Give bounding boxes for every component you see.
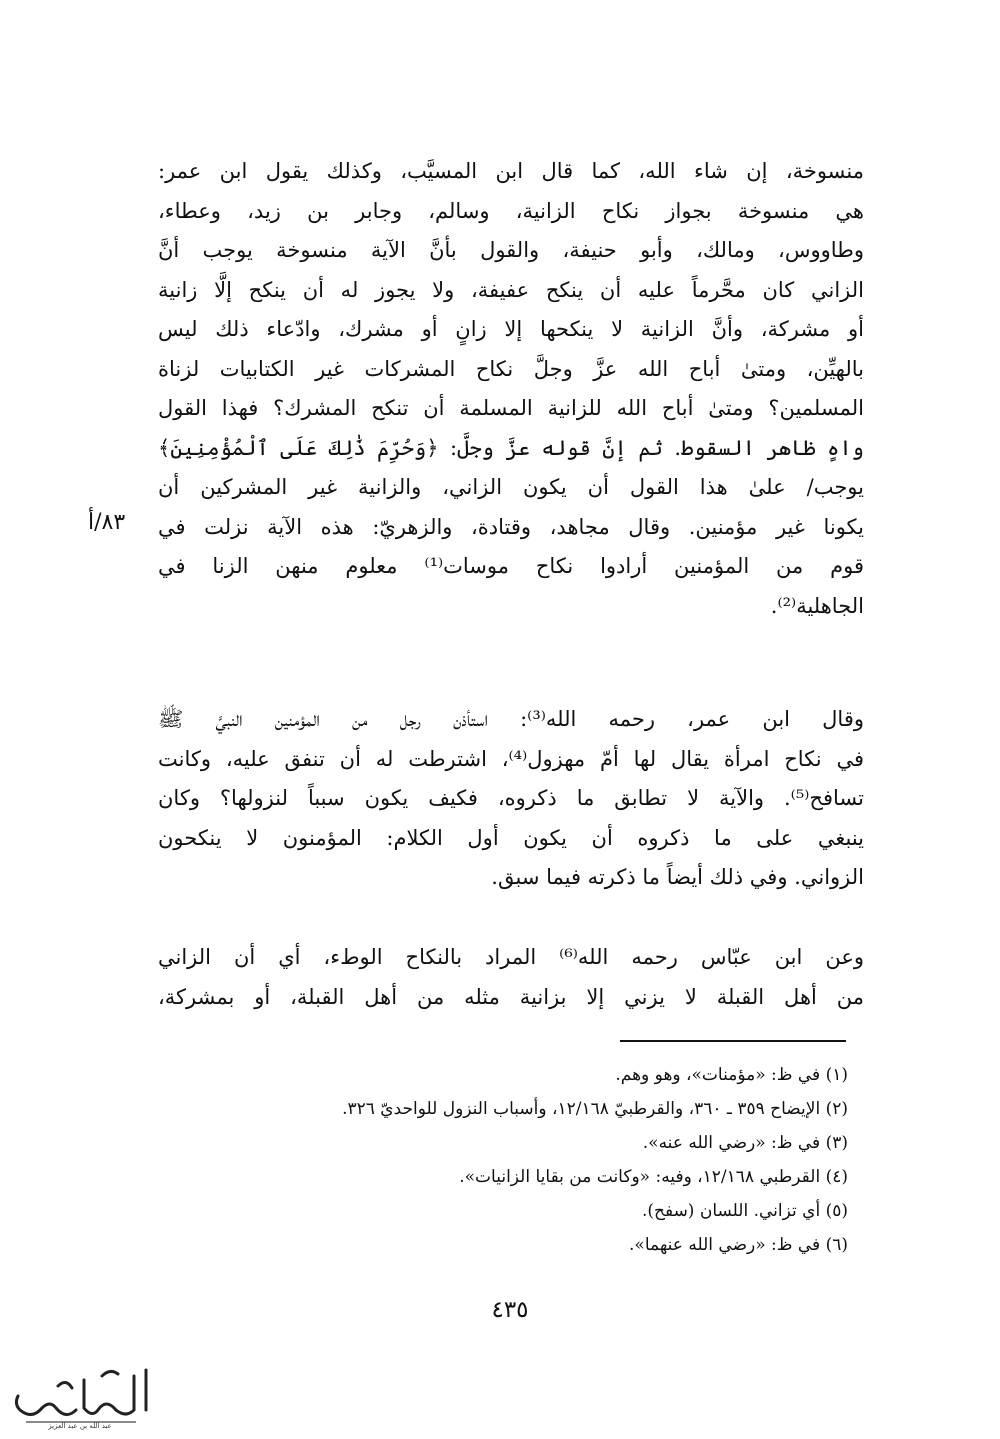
text-line: يكونا غير مؤمنين. وقال مجاهد، وقتادة، والزهريّ: هذه الآية نزلت في [158,514,864,539]
paragraph-2 [158,700,864,898]
text-line: وعن ابن عبّاس رحمه الله⁽⁶⁾ المراد بالنكاح الوطء، أي أن الزاني [158,945,864,969]
footnotes [180,1058,848,1262]
text-line: المسلمين؟ ومتىٰ أباح الله للزانية المسلمة أن تنكح المشرك؟ فهذا القول [158,396,864,420]
text-line: وطاووس، ومالك، وأبو حنيفة، والقول بأنَّ الآية منسوخة يوجب أنَّ [158,238,864,262]
svg-text:عبد الله بن عبد العزيز: عبد الله بن عبد العزيز [48,1422,112,1430]
text-line: في نكاح امرأة يقال لها أمّ مهزول⁽⁴⁾، اشترطت له أن تنفق عليه، وكانت [158,746,864,771]
page-number: ٤٣٥ [491,1297,529,1323]
quran-verse-line: واهٍ ظاهر السقوط. ثم إنَّ قوله عزَّ وجلَّ: ﴿وَحُرِّمَ ذَٰلِكَ عَلَى ٱلْمُؤْمِنِينَ﴾ [158,435,864,460]
footnote: (٦) في ظ: «رضي الله عنهما». [629,1235,848,1255]
footnote: (٤) القرطبي ١٢/١٦٨، وفيه: «وكانت من بقايا الزانيات». [459,1167,848,1187]
footnote-separator [620,1040,846,1042]
text-line: ينبغي على ما ذكروه أن يكون أول الكلام: المؤمنون لا ينكحون [158,825,864,850]
text-line: قوم من المؤمنين أرادوا نكاح موسات⁽¹⁾ معلوم منهن الزنا في [158,554,864,578]
text-line: الزواني. وفي ذلك أيضاً ما ذكرته فيما سبق. [491,865,864,889]
text-line: منسوخة، إن شاء الله، كما قال ابن المسيَّب، وكذلك يقول ابن عمر: [158,159,864,183]
footnote: (١) في ظ: «مؤمنات»، وهو وهم. [615,1065,848,1085]
text-line: أو مشركة، وأنَّ الزانية لا ينكحها إلا زانٍ أو مشرك، وادّعاء ذلك ليس [158,317,864,341]
footnote: (٣) في ظ: «رضي الله عنه». [642,1133,848,1153]
text-line: يوجب/ علىٰ هذا القول أن يكون الزاني، والزانية غير المشركين أن [158,475,864,499]
footnote: (٥) أي تزاني. اللسان (سفح). [641,1201,848,1221]
text-line: هي منسوخة بجواز نكاح الزانية، وسالم، وجابر بن زيد، وعطاء، [158,198,864,223]
text-line: بالهيِّن، ومتىٰ أباح الله عزَّ وجلَّ نكاح المشركات غير الكتابيات لزناة [158,356,864,381]
paragraph-1 [158,152,864,626]
text-line: وقال ابن عمر، رحمه الله⁽³⁾: استأذن رجل من المؤمنين النبيَّ ﷺ [158,707,864,731]
text-line: الجاهلية⁽²⁾. [770,593,864,618]
paragraph-3 [158,938,864,1017]
text-line: تسافح⁽⁵⁾. والآية لا تطابق ما ذكروه، فكيف يكون سبباً لنزولها؟ وكان [158,786,864,810]
manuscript-folio-marker: ٨٣/أ [88,510,126,535]
text-line: الزاني كان محَّرماً عليه أن ينكح عفيفة، ولا يجوز له أن ينكح إلَّا زانية [158,277,864,302]
text-line: من أهل القبلة لا يزني إلا بزانية مثله من أهل القبلة، أو بمشركة، [158,984,864,1009]
footnote: (٢) الإيضاح ٣٥٩ ـ ٣٦٠، والقرطبيّ ١٢/١٦٨، وأسباب النزول للواحديّ ٣٢٦. [342,1099,848,1119]
library-stamp-logo [6,1358,154,1430]
